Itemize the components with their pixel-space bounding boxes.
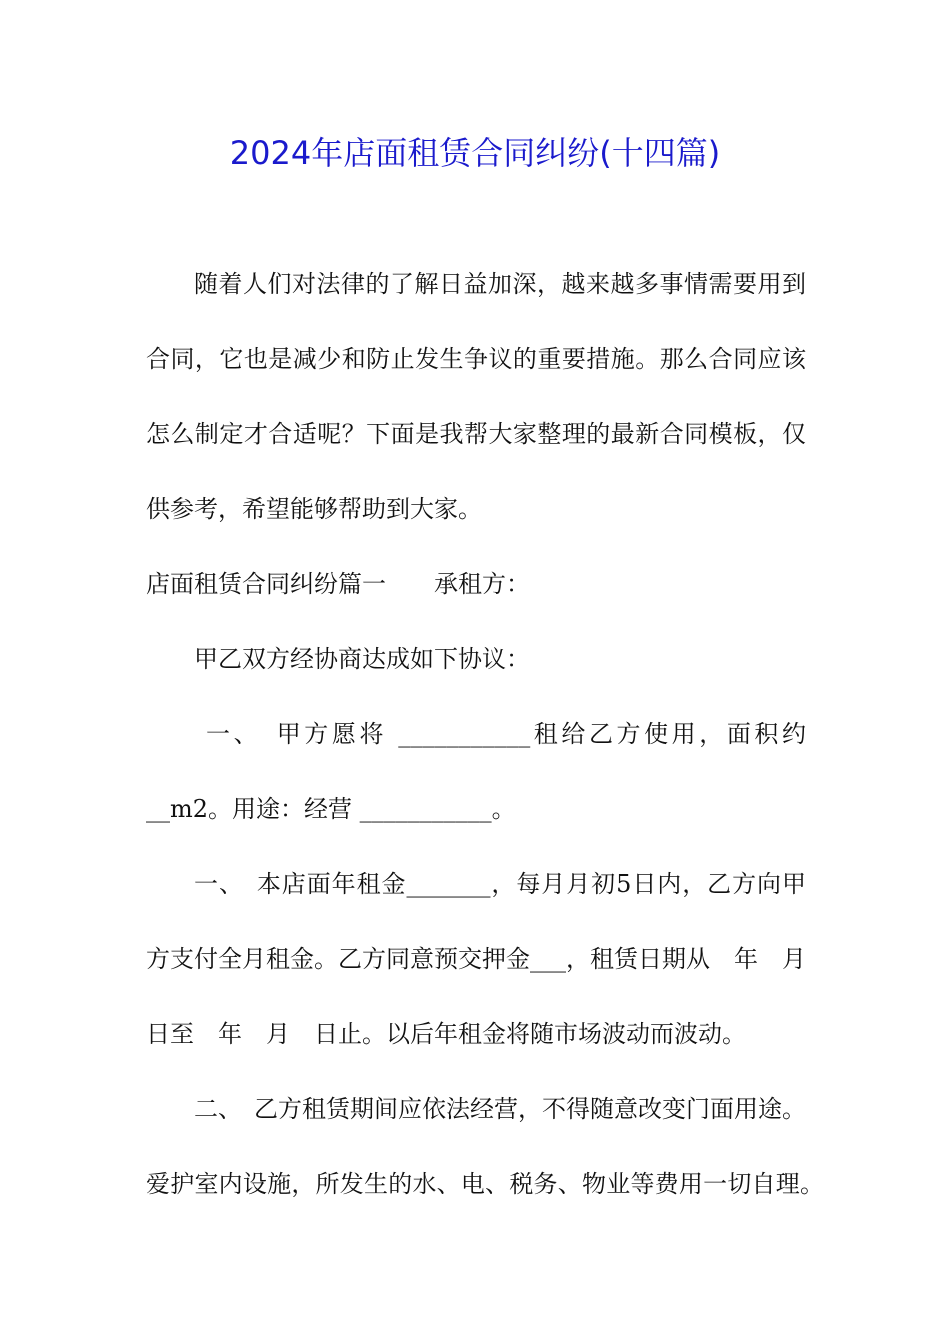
document-title: 2024年店面租赁合同纠纷(十四篇) bbox=[229, 134, 721, 172]
clause-line: 一、 甲方愿将 ___________租给乙方使用，面积约 bbox=[206, 720, 806, 748]
clause-line: 爱护室内设施，所发生的水、电、税务、物业等费用一切自理。 bbox=[146, 1170, 824, 1198]
clause-line: 一、 本店面年租金_______，每月月初5日内，乙方向甲 bbox=[194, 870, 806, 898]
paragraph-line: 怎么制定才合适呢？下面是我帮大家整理的最新合同模板，仅 bbox=[146, 420, 806, 448]
clause-line: 方支付全月租金。乙方同意预交押金___，租赁日期从 年 月 bbox=[146, 945, 806, 973]
clause-line: __m2。用途：经营 ___________。 bbox=[146, 795, 516, 823]
clause-line: 二、 乙方租赁期间应依法经营，不得随意改变门面用途。 bbox=[194, 1095, 806, 1123]
clause-line: 日至 年 月 日止。以后年租金将随市场波动而波动。 bbox=[146, 1020, 746, 1048]
paragraph-line: 合同，它也是减少和防止发生争议的重要措施。那么合同应该 bbox=[146, 345, 806, 373]
paragraph-line: 随着人们对法律的了解日益加深，越来越多事情需要用到 bbox=[194, 270, 806, 298]
paragraph-line: 甲乙双方经协商达成如下协议： bbox=[194, 645, 530, 673]
section-heading: 店面租赁合同纠纷篇一 承租方： bbox=[146, 570, 530, 598]
paragraph-line: 供参考，希望能够帮助到大家。 bbox=[146, 495, 482, 523]
